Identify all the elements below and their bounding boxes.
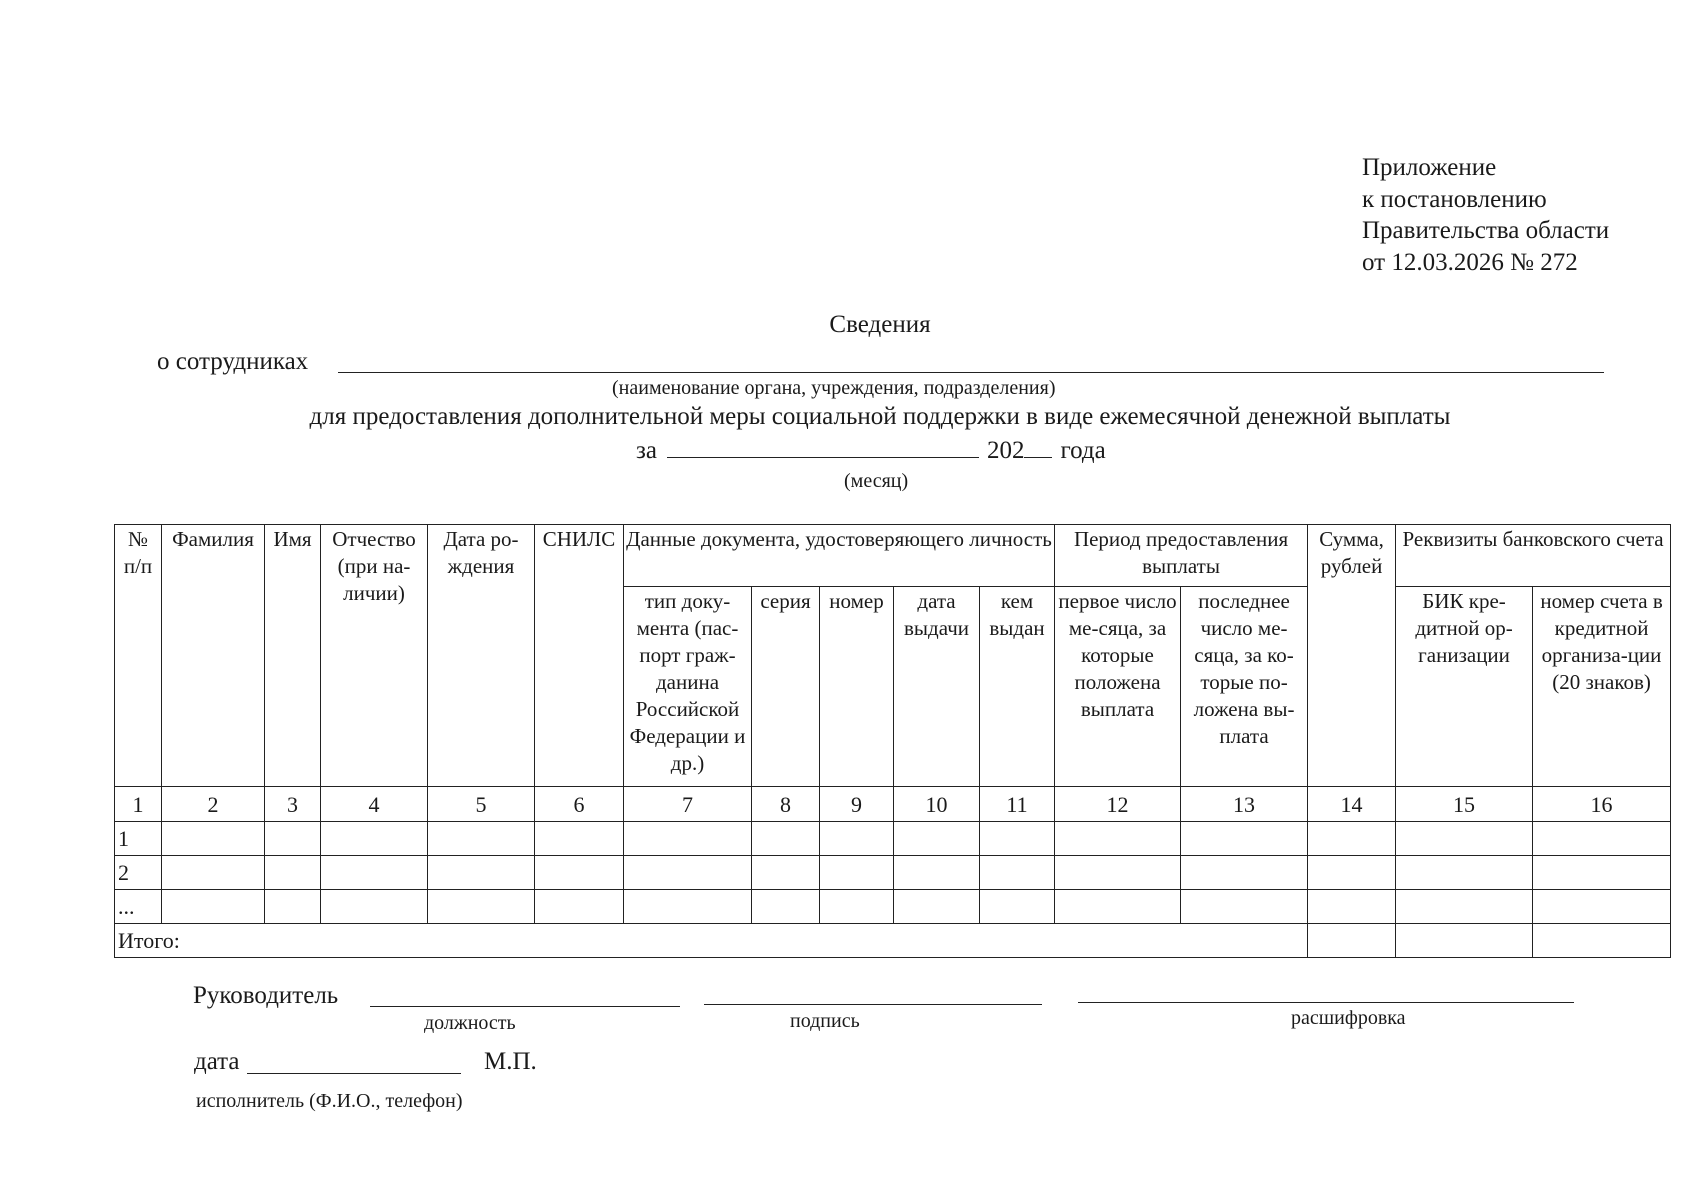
appendix-line: Правительства области [1362,217,1610,244]
date-field[interactable] [247,1073,461,1074]
subheader-doc-type: тип доку-мента (пас-порт граж-данина Российской Федерации и др.) [624,587,752,787]
employees-table [114,524,1671,958]
column-number: 2 [162,787,265,822]
year-field[interactable] [1024,437,1052,458]
appendix-block [1362,152,1609,278]
table-cell[interactable] [1533,822,1671,856]
table-cell[interactable] [1181,856,1308,890]
table-cell[interactable] [428,822,535,856]
month-field[interactable] [667,437,979,458]
table-cell[interactable] [1055,890,1181,924]
date-label: дата [194,1048,240,1075]
subheader-number: номер [820,587,894,787]
row-number: 1 [115,822,162,856]
header-snils: СНИЛС [535,525,624,787]
year-prefix: 202 [986,437,1025,464]
period-prefix: за [636,437,657,464]
document-title: Сведения [829,311,931,338]
table-cell[interactable] [820,822,894,856]
table-cell[interactable] [1181,890,1308,924]
table-cell[interactable] [265,856,321,890]
table-cell[interactable] [820,856,894,890]
appendix-date-number: от 12.03.2026 № 272 [1362,248,1578,276]
table-cell[interactable] [1396,822,1533,856]
column-number: 13 [1181,787,1308,822]
table-cell[interactable] [980,822,1055,856]
table-cell[interactable] [428,890,535,924]
column-number: 16 [1533,787,1671,822]
table-cell[interactable] [321,822,428,856]
table-cell[interactable] [1308,890,1396,924]
table-cell[interactable] [535,856,624,890]
table-cell[interactable] [162,856,265,890]
table-cell[interactable] [321,890,428,924]
column-number: 4 [321,787,428,822]
column-number: 14 [1308,787,1396,822]
header-payment-period: Период предоставления выплаты [1055,525,1308,587]
appendix-line: Приложение [1362,154,1497,181]
column-number: 10 [894,787,980,822]
period-suffix: года [1060,437,1106,464]
table-row [115,890,1671,924]
column-number: 1 [115,787,162,822]
table-row [115,856,1671,890]
total-label: Итого: [115,924,1308,958]
table-cell[interactable] [1308,822,1396,856]
total-row [115,924,1671,958]
position-field[interactable] [370,1006,680,1007]
column-number: 6 [535,787,624,822]
column-number: 3 [265,787,321,822]
decoding-caption: расшифровка [1291,1007,1406,1029]
table-cell[interactable] [980,890,1055,924]
table-row [115,822,1671,856]
column-number: 8 [752,787,820,822]
subheader-series: серия [752,587,820,787]
table-cell[interactable] [1308,856,1396,890]
period-line [636,437,1106,465]
subheader-issue-date: дата выдачи [894,587,980,787]
table-cell[interactable] [624,890,752,924]
table-cell[interactable] [1396,856,1533,890]
table-cell[interactable] [894,890,980,924]
stamp-place: М.П. [484,1048,537,1075]
table-cell[interactable] [162,890,265,924]
column-number: 12 [1055,787,1181,822]
column-numbers-row [115,787,1671,822]
table-cell[interactable] [265,890,321,924]
subheader-first-day: первое число ме-сяца, за которые положена выплата [1055,587,1181,787]
table-cell[interactable] [1533,856,1671,890]
table-cell[interactable] [624,822,752,856]
position-caption: должность [424,1012,516,1034]
table-cell[interactable] [428,856,535,890]
organization-caption: (наименование органа, учреждения, подразделения) [612,377,1056,399]
table-cell[interactable] [894,856,980,890]
header-birth-date: Дата ро-ждения [428,525,535,787]
column-number: 7 [624,787,752,822]
head-label: Руководитель [193,982,339,1009]
purpose-text: для предоставления дополнительной меры социальной поддержки в виде ежемесячной денежной выплаты [309,403,1451,430]
table-cell[interactable] [1181,822,1308,856]
about-label: о сотрудниках [157,348,309,375]
table-cell[interactable] [624,856,752,890]
table-cell[interactable] [894,822,980,856]
header-name: Имя [265,525,321,787]
header-surname: Фамилия [162,525,265,787]
table-cell[interactable] [1396,890,1533,924]
header-patronymic: Отчество (при на-личии) [321,525,428,787]
table-cell[interactable] [980,856,1055,890]
table-cell[interactable] [162,822,265,856]
table-cell[interactable] [752,822,820,856]
signature-caption: подпись [790,1010,860,1032]
table-cell[interactable] [1533,890,1671,924]
header-num: № п/п [115,525,162,787]
month-caption: (месяц) [844,470,909,492]
column-number: 11 [980,787,1055,822]
subheader-account: номер счета в кредитной организа-ции (20 знаков) [1533,587,1671,787]
row-number: 2 [115,856,162,890]
organization-name-field[interactable] [338,372,1604,373]
column-number: 5 [428,787,535,822]
decoding-field[interactable] [1078,1002,1574,1003]
subheader-bik: БИК кре-дитной ор-ганизации [1396,587,1533,787]
table-cell[interactable] [265,822,321,856]
header-sum: Сумма, рублей [1308,525,1396,787]
table-cell[interactable] [1055,822,1181,856]
table-cell[interactable] [1533,924,1671,958]
subheader-issued-by: кем выдан [980,587,1055,787]
table-cell[interactable] [1396,924,1533,958]
signature-field[interactable] [704,1004,1042,1005]
header-id-document: Данные документа, удостоверяющего личность [624,525,1055,587]
table-cell[interactable] [820,890,894,924]
table-cell[interactable] [535,822,624,856]
table-cell[interactable] [752,890,820,924]
table-cell[interactable] [752,856,820,890]
column-number: 9 [820,787,894,822]
table-cell[interactable] [321,856,428,890]
subheader-last-day: последнее число ме-сяца, за ко-торые по-ложена вы-плата [1181,587,1308,787]
executor-label: исполнитель (Ф.И.О., телефон) [196,1090,463,1112]
column-number: 15 [1396,787,1533,822]
header-bank-details: Реквизиты банковского счета [1396,525,1671,587]
appendix-line: к постановлению [1362,185,1547,213]
table-cell[interactable] [1055,856,1181,890]
row-number: ... [115,890,162,924]
table-cell[interactable] [535,890,624,924]
total-sum-cell[interactable] [1308,924,1396,958]
